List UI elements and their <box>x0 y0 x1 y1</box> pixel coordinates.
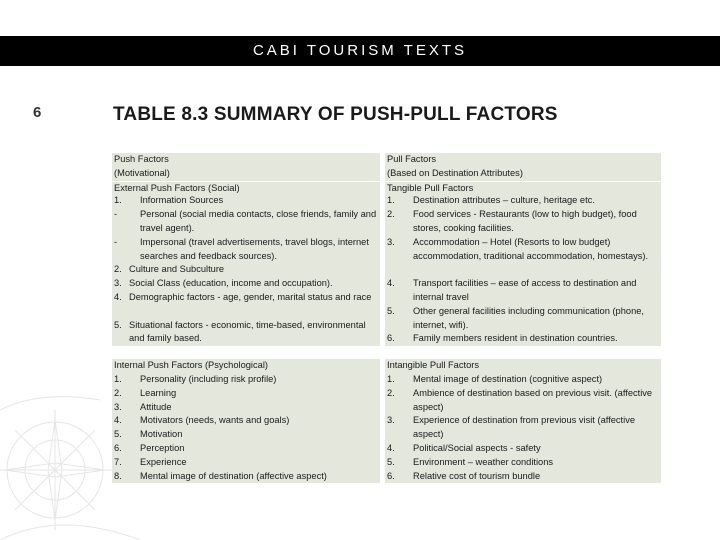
list-item: 8. Mental image of destination (affective aspect) <box>112 470 380 484</box>
list-item: 5. Situational factors - economic, time-based, environmental and family based. <box>112 319 380 347</box>
list-item: 3. Experience of destination from previous visit (affective aspect) <box>385 414 661 442</box>
tangible-pull-heading: Tangible Pull Factors <box>385 181 661 195</box>
internal-push-list <box>112 373 380 483</box>
list-item: 4. Demographic factors - age, gender, marital status and race <box>112 291 380 319</box>
list-item: - Impersonal (travel advertisements, travel blogs, internet searches and feedback sources). <box>112 236 380 264</box>
list-item: 1. Personality (including risk profile) <box>112 373 380 387</box>
pull-heading: Pull Factors <box>385 153 661 167</box>
push-heading: Push Factors <box>112 153 380 167</box>
list-item: 4. Transport facilities – ease of access to destination and internal travel <box>385 277 661 305</box>
list-item: 6. Family members resident in destination countries. <box>385 332 661 346</box>
list-item: 7. Experience <box>112 456 380 470</box>
list-item: 2. Learning <box>112 387 380 401</box>
list-item: 1. Destination attributes – culture, heritage etc. <box>385 194 661 208</box>
table-title: TABLE 8.3 SUMMARY OF PUSH-PULL FACTORS <box>113 104 558 125</box>
list-item: - Personal (social media contacts, close friends, family and travel agent). <box>112 208 380 236</box>
header-title: CABI TOURISM TEXTS <box>252 42 468 59</box>
list-item: 2. Ambience of destination based on previous visit. (affective aspect) <box>385 387 661 415</box>
list-item: 5. Other general facilities including communication (phone, internet, wifi). <box>385 305 661 333</box>
page-number: 6 <box>33 104 42 121</box>
header-bar <box>0 36 720 66</box>
list-item: 4. Motivators (needs, wants and goals) <box>112 414 380 428</box>
external-push-list <box>112 194 380 346</box>
list-item: 6. Relative cost of tourism bundle <box>385 470 661 484</box>
list-item: 4. Political/Social aspects - safety <box>385 442 661 456</box>
internal-push-heading: Internal Push Factors (Psychological) <box>112 359 380 373</box>
push-column <box>112 153 380 483</box>
list-item: 6. Perception <box>112 442 380 456</box>
list-item: 5. Environment – weather conditions <box>385 456 661 470</box>
list-item: 3. Attitude <box>112 401 380 415</box>
push-subheading: (Motivational) <box>112 167 380 181</box>
intangible-pull-list <box>385 373 661 483</box>
list-item: 5. Motivation <box>112 428 380 442</box>
pull-subheading: (Based on Destination Attributes) <box>385 167 661 181</box>
pull-column <box>385 153 661 483</box>
list-item: 1. Information Sources <box>112 194 380 208</box>
list-item: 1. Mental image of destination (cognitive aspect) <box>385 373 661 387</box>
intangible-pull-heading: Intangible Pull Factors <box>385 359 661 373</box>
list-item: 2. Culture and Subculture <box>112 263 380 277</box>
list-item: 3. Social Class (education, income and occupation). <box>112 277 380 291</box>
external-push-heading: External Push Factors (Social) <box>112 181 380 195</box>
tangible-pull-list <box>385 194 661 346</box>
list-item: 3. Accommodation – Hotel (Resorts to low budget) accommodation, traditional accommodation, homestays). <box>385 236 661 277</box>
list-item: 2. Food services - Restaurants (low to high budget), food stores, cooking facilities. <box>385 208 661 236</box>
